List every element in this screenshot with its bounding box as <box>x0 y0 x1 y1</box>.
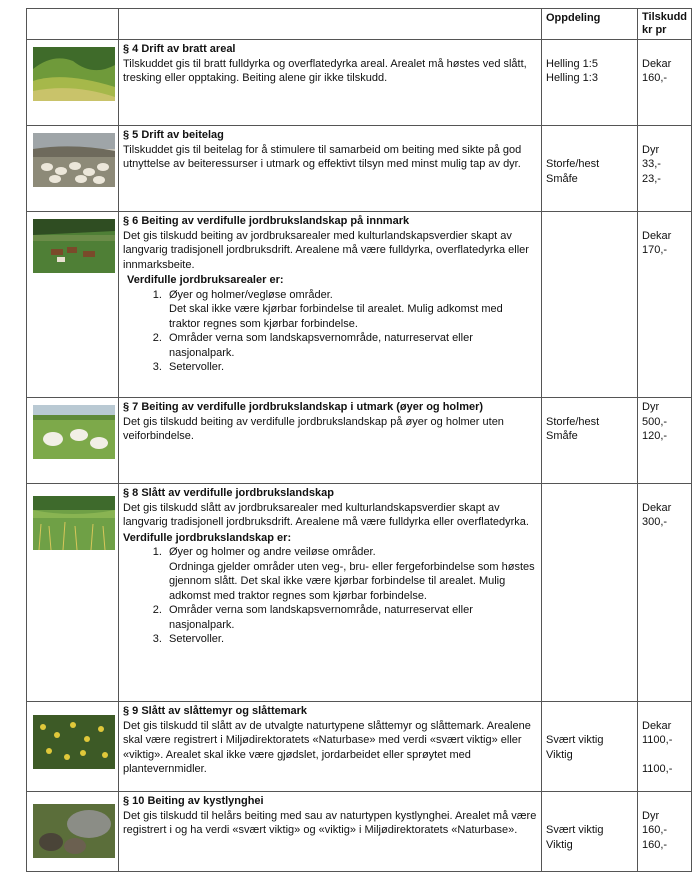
section-body: Det gis tilskudd slått av jordbruksarealer med kulturlandskapsverdier skapt av langvarig tradisjonell jordbruksdrift. Arealene må være fulldyrka eller overflatedyrka. <box>123 501 529 528</box>
table-row <box>27 484 692 702</box>
table-row <box>27 702 692 792</box>
list-item: 1. Øyer og holmer/vegløse områder. Det skal ikke være kjørbar forbindelse til arealet. Mulig adkomst med traktor regnes som kjørbar forbindelse. <box>165 288 537 332</box>
tilskudd-cell: Dekar 300,- <box>638 484 692 702</box>
photo-cell <box>27 212 119 398</box>
table-row <box>27 40 692 126</box>
description-cell <box>119 212 542 398</box>
sheep-flock-photo <box>33 133 115 187</box>
section-subheading: Verdifulle jordbrukslandskap er: <box>123 531 292 544</box>
section-body: Det gis tilskudd til helårs beiting med sau av naturtypen kystlynghei. Arealet må være registrert i og ha verdi «svært viktig» og «viktig» i Miljødirektoratets «Naturbase». <box>123 809 537 836</box>
oppdeling-cell: Storfe/hest Småfe <box>542 398 638 484</box>
table-row <box>27 212 692 398</box>
header-tilskudd: Tilskudd kr pr <box>638 9 692 40</box>
table-row <box>27 398 692 484</box>
description-cell <box>119 398 542 484</box>
photo-cell <box>27 792 119 872</box>
section-title: § 9 Slått av slåttemyr og slåttemark <box>123 705 308 717</box>
meadow-flowers-photo <box>33 709 115 775</box>
header-oppdeling: Oppdeling <box>542 9 638 40</box>
oppdeling-cell: Storfe/hest Småfe <box>542 126 638 212</box>
section-subheading: Verdifulle jordbruksarealer er: <box>127 274 284 286</box>
tilskudd-cell: Dyr 160,- 160,- <box>638 792 692 872</box>
tilskudd-cell: Dekar 160,- <box>638 40 692 126</box>
list-item: 2. Områder verna som landskapsvernområde, naturreservat eller nasjonalpark. <box>165 331 537 360</box>
section-title: § 10 Beiting av kystlynghei <box>123 795 264 807</box>
coastal-heath-photo <box>33 799 115 863</box>
photo-cell <box>27 40 119 126</box>
description-cell <box>119 40 542 126</box>
oppdeling-cell <box>542 212 638 398</box>
photo-cell <box>27 398 119 484</box>
description-cell <box>119 702 542 792</box>
list-item: 3. Setervoller. <box>165 632 537 647</box>
list-item: 1. Øyer og holmer og andre veiløse områder. Ordninga gjelder områder uten veg-, bru- eller fergeforbindelse som høstes gjennom slått. Det skal ikke være kjørbar forbindelse til arealet. Mulig adkomst med traktor regnes som kjørbar forbindelse. <box>165 545 537 603</box>
tilskudd-cell: Dekar 1100,- 1100,- <box>638 702 692 792</box>
section-title: § 7 Beiting av verdifulle jordbrukslandskap i utmark (øyer og holmer) <box>123 401 484 413</box>
section-body: Tilskuddet gis til beitelag for å stimulere til samarbeid om beiting med sikte på god utnyttelse av beiteressurser i utmark og effektivt tilsyn med minst mulig tap av dyr. <box>123 143 522 170</box>
criteria-list <box>123 288 537 375</box>
description-cell <box>119 484 542 702</box>
tilskudd-cell: Dekar 170,- <box>638 212 692 398</box>
section-title: § 6 Beiting av verdifulle jordbrukslandskap på innmark <box>123 215 410 227</box>
table-row <box>27 126 692 212</box>
section-body: Det gis tilskudd til slått av de utvalgte naturtypene slåttemyr og slåttemark. Arealene skal være registrert i Miljødirektoratets «Naturbase» med verdi «svært viktig» eller «viktig». Arealet skal ikke være gjødslet, jordarbeidet eller sprøytet med plantevernmidler. <box>123 719 531 775</box>
list-item: 2. Områder verna som landskapsvernområde, naturreservat eller nasjonalpark. <box>165 603 537 632</box>
section-title: § 8 Slått av verdifulle jordbrukslandskap <box>123 487 334 499</box>
hayfield-photo <box>33 491 115 555</box>
criteria-list <box>123 545 537 647</box>
photo-cell <box>27 484 119 702</box>
header-description-cell <box>119 9 542 40</box>
steep-meadow-photo <box>33 47 115 101</box>
section-title: § 4 Drift av bratt areal <box>123 43 236 55</box>
oppdeling-cell: Svært viktig Viktig <box>542 792 638 872</box>
photo-cell <box>27 702 119 792</box>
tilskudd-cell: Dyr 500,- 120,- <box>638 398 692 484</box>
list-item: 3. Setervoller. <box>165 360 537 375</box>
photo-cell <box>27 126 119 212</box>
section-body: Det gis tilskudd beiting av jordbruksarealer med kulturlandskapsverdier skapt av langvarig tradisjonell jordbruksdrift. Arealene må være fulldyrka, overflatedyrka eller innmarksbeite. <box>123 229 529 271</box>
tilskudd-cell: Dyr 33,- 23,- <box>638 126 692 212</box>
subsidy-table <box>26 8 692 872</box>
header-photo-cell <box>27 9 119 40</box>
table-row <box>27 792 692 872</box>
oppdeling-cell <box>542 484 638 702</box>
white-cattle-photo <box>33 405 115 459</box>
section-body: Det gis tilskudd beiting av verdifulle jordbrukslandskap på øyer og holmer uten veiforbindelse. <box>123 415 504 442</box>
description-cell <box>119 792 542 872</box>
section-title: § 5 Drift av beitelag <box>123 129 224 141</box>
cattle-grazing-photo <box>33 219 115 273</box>
section-body: Tilskuddet gis til bratt fulldyrka og overflatedyrka areal. Arealet må høstes ved slått, tresking eller opptaking. Beiting alene gir ikke tilskudd. <box>123 57 527 84</box>
oppdeling-cell: Svært viktig Viktig <box>542 702 638 792</box>
description-cell <box>119 126 542 212</box>
header-row <box>27 9 692 40</box>
oppdeling-cell: Helling 1:5 Helling 1:3 <box>542 40 638 126</box>
